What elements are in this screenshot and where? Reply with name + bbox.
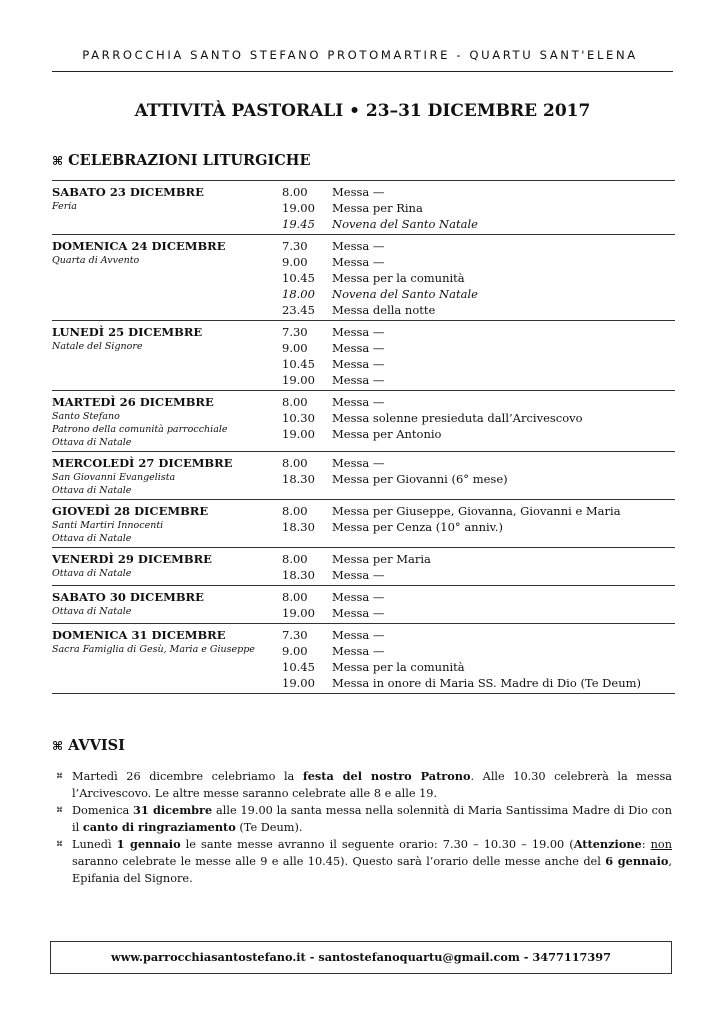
schedule-day-row [52, 321, 675, 391]
event-time: 10.30 [282, 411, 315, 425]
event-time: 18.30 [282, 472, 315, 486]
bullet-icon: ⌘ [56, 806, 63, 814]
event-row [282, 643, 675, 659]
event-time: 7.30 [282, 628, 308, 642]
day-events [282, 238, 675, 318]
event-time: 18.30 [282, 520, 315, 534]
event-description: Messa — [332, 239, 385, 253]
day-note: Ottava di Natale [52, 568, 132, 579]
event-time: 19.00 [282, 201, 315, 215]
event-row [282, 340, 675, 356]
day-note: Ottava di Natale [52, 485, 132, 496]
notice-text: le sante messe avranno il seguente orario: 7.30 – 10.30 – 19.00 ( [180, 838, 574, 851]
schedule-day-row [52, 391, 675, 452]
event-row [282, 270, 675, 286]
notice-text: Lunedì [72, 838, 117, 851]
day-name: GIOVEDÌ 28 DICEMBRE [52, 504, 209, 518]
bullet-icon: ⌘ [56, 772, 63, 780]
day-note: Ottava di Natale [52, 437, 132, 448]
event-row [282, 627, 675, 643]
day-events [282, 455, 675, 497]
notice-text: , Epifania del Signore. [72, 855, 673, 885]
day-info [52, 589, 282, 621]
event-time: 9.00 [282, 341, 308, 355]
notice-text: non [650, 838, 672, 851]
event-row [282, 675, 675, 691]
day-name: SABATO 23 DICEMBRE [52, 185, 204, 199]
event-row [282, 455, 675, 471]
parish-name: PARROCCHIA SANTO STEFANO PROTOMARTIRE - QUARTU SANT'ELENA [82, 48, 638, 62]
event-description: Messa — [332, 590, 385, 604]
notice-text: : [641, 838, 651, 851]
event-description: Messa — [332, 341, 385, 355]
day-name: SABATO 30 DICEMBRE [52, 590, 204, 604]
schedule-day-row [52, 500, 675, 548]
event-time: 19.00 [282, 373, 315, 387]
day-note: Natale del Signore [52, 341, 143, 352]
day-events [282, 503, 675, 545]
event-description: Messa — [332, 325, 385, 339]
day-note: Santi Martiri Innocenti [52, 520, 164, 531]
event-time: 8.00 [282, 552, 308, 566]
event-time: 19.00 [282, 606, 315, 620]
event-description: Messa — [332, 568, 385, 582]
day-note: Santo Stefano [52, 411, 120, 422]
day-info [52, 503, 282, 545]
notice-text: Domenica [72, 804, 134, 817]
day-events [282, 324, 675, 388]
notice-item [56, 836, 672, 887]
event-description: Messa in onore di Maria SS. Madre di Dio (Te Deum) [332, 676, 641, 690]
event-time: 9.00 [282, 255, 308, 269]
event-row [282, 551, 675, 567]
event-description: Messa per Giovanni (6° mese) [332, 472, 508, 486]
event-row [282, 216, 675, 232]
day-name: MERCOLEDÌ 27 DICEMBRE [52, 456, 233, 470]
schedule-day-row [52, 235, 675, 321]
notice-text: Martedì 26 dicembre celebriamo la [72, 770, 303, 783]
schedule-day-row [52, 548, 675, 586]
event-row [282, 238, 675, 254]
day-note: Sacra Famiglia di Gesù, Maria e Giuseppe [52, 644, 255, 655]
day-name: LUNEDÌ 25 DICEMBRE [52, 325, 203, 339]
event-row [282, 254, 675, 270]
notices-list [56, 768, 672, 887]
event-time: 23.45 [282, 303, 315, 317]
event-time: 7.30 [282, 325, 308, 339]
event-description: Messa — [332, 644, 385, 658]
notice-emphasis: 1 gennaio [116, 837, 181, 851]
day-name: MARTEDÌ 26 DICEMBRE [52, 395, 214, 409]
event-description: Messa — [332, 255, 385, 269]
day-info [52, 238, 282, 318]
schedule-day-row [52, 181, 675, 235]
event-description: Messa per Giuseppe, Giovanna, Giovanni e Maria [332, 504, 621, 518]
event-description: Novena del Santo Natale [332, 217, 478, 231]
event-description: Messa — [332, 606, 385, 620]
event-row [282, 605, 675, 621]
event-row [282, 372, 675, 388]
event-row [282, 471, 675, 487]
day-events [282, 551, 675, 583]
event-time: 18.30 [282, 568, 315, 582]
event-time: 8.00 [282, 590, 308, 604]
event-row [282, 567, 675, 583]
event-description: Messa della notte [332, 303, 436, 317]
event-description: Messa — [332, 395, 385, 409]
day-name: VENERDÌ 29 DICEMBRE [52, 552, 212, 566]
notices-heading-text: AVVISI [68, 737, 125, 754]
event-time: 7.30 [282, 239, 308, 253]
event-description: Messa — [332, 373, 385, 387]
day-events [282, 184, 675, 232]
section-notices-heading [52, 737, 125, 754]
day-info [52, 551, 282, 583]
event-row [282, 356, 675, 372]
day-note: San Giovanni Evangelista [52, 472, 176, 483]
day-name: DOMENICA 24 DICEMBRE [52, 239, 226, 253]
schedule-table [52, 180, 675, 694]
event-row [282, 659, 675, 675]
event-time: 8.00 [282, 395, 308, 409]
notice-text: . Alle 10.30 celebrerà la messa l’Arcivescovo. Le altre messe saranno celebrate alle 8 e alle 19. [72, 770, 673, 800]
notice-emphasis: 6 gennaio [605, 854, 669, 868]
event-row [282, 519, 675, 535]
page-title: ATTIVITÀ PASTORALI • 23–31 DICEMBRE 2017 [134, 101, 591, 121]
celebrations-heading-text: CELEBRAZIONI LITURGICHE [68, 152, 311, 169]
day-note: Ottava di Natale [52, 606, 132, 617]
event-time: 19.00 [282, 676, 315, 690]
day-info [52, 184, 282, 232]
day-events [282, 589, 675, 621]
day-info [52, 455, 282, 497]
event-row [282, 426, 675, 442]
event-time: 10.45 [282, 271, 315, 285]
notice-text: saranno celebrate le messe alle 9 e alle 10.45). Questo sarà l’orario delle messe anche del [72, 855, 606, 868]
notice-item [56, 768, 672, 802]
day-note: Feria [52, 201, 77, 212]
schedule-day-row [52, 586, 675, 624]
event-time: 18.00 [282, 287, 315, 301]
event-description: Messa per Maria [332, 552, 431, 566]
notice-item [56, 802, 672, 836]
event-row [282, 503, 675, 519]
event-time: 10.45 [282, 660, 315, 674]
event-row [282, 184, 675, 200]
day-note: Quarta di Avvento [52, 255, 140, 266]
day-info [52, 324, 282, 388]
section-marker-icon: ⌘ [52, 154, 64, 168]
event-description: Messa — [332, 456, 385, 470]
event-time: 8.00 [282, 456, 308, 470]
event-time: 19.00 [282, 427, 315, 441]
day-info [52, 627, 282, 691]
section-marker-icon: ⌘ [52, 739, 64, 753]
event-row [282, 589, 675, 605]
schedule-day-row [52, 624, 675, 694]
event-row [282, 200, 675, 216]
notice-text: alle 19.00 la santa messa nella solennità di Maria Santissima Madre di Dio con il [72, 804, 672, 834]
schedule-day-row [52, 452, 675, 500]
event-row [282, 286, 675, 302]
notice-emphasis: Attenzione [573, 837, 642, 851]
event-description: Messa per Antonio [332, 427, 442, 441]
day-info [52, 394, 282, 449]
footer-contacts: www.parrocchiasantostefano.it - santostefanoquartu@gmail.com - 3477117397 [50, 941, 672, 974]
notice-emphasis: festa del nostro Patrono [302, 769, 471, 783]
event-description: Messa per la comunità [332, 660, 465, 674]
day-events [282, 394, 675, 449]
event-time: 8.00 [282, 504, 308, 518]
notice-text: (Te Deum). [235, 821, 303, 834]
event-description: Messa — [332, 357, 385, 371]
day-name: DOMENICA 31 DICEMBRE [52, 628, 226, 642]
bullet-icon: ⌘ [56, 840, 63, 848]
event-description: Messa per la comunità [332, 271, 465, 285]
event-description: Novena del Santo Natale [332, 287, 478, 301]
event-time: 19.45 [282, 217, 315, 231]
notice-emphasis: canto di ringraziamento [82, 820, 236, 834]
day-events [282, 627, 675, 691]
notice-emphasis: 31 dicembre [133, 803, 213, 817]
event-description: Messa solenne presieduta dall’Arcivescovo [332, 411, 583, 425]
event-description: Messa — [332, 628, 385, 642]
event-time: 8.00 [282, 185, 308, 199]
day-note: Patrono della comunità parrocchiale [52, 424, 228, 435]
event-row [282, 324, 675, 340]
section-celebrations-heading [52, 152, 311, 169]
event-row [282, 410, 675, 426]
event-time: 10.45 [282, 357, 315, 371]
event-time: 9.00 [282, 644, 308, 658]
event-row [282, 394, 675, 410]
event-row [282, 302, 675, 318]
day-note: Ottava di Natale [52, 533, 132, 544]
event-description: Messa — [332, 185, 385, 199]
event-description: Messa per Rina [332, 201, 423, 215]
event-description: Messa per Cenza (10° anniv.) [332, 520, 503, 534]
header-divider [52, 71, 673, 72]
